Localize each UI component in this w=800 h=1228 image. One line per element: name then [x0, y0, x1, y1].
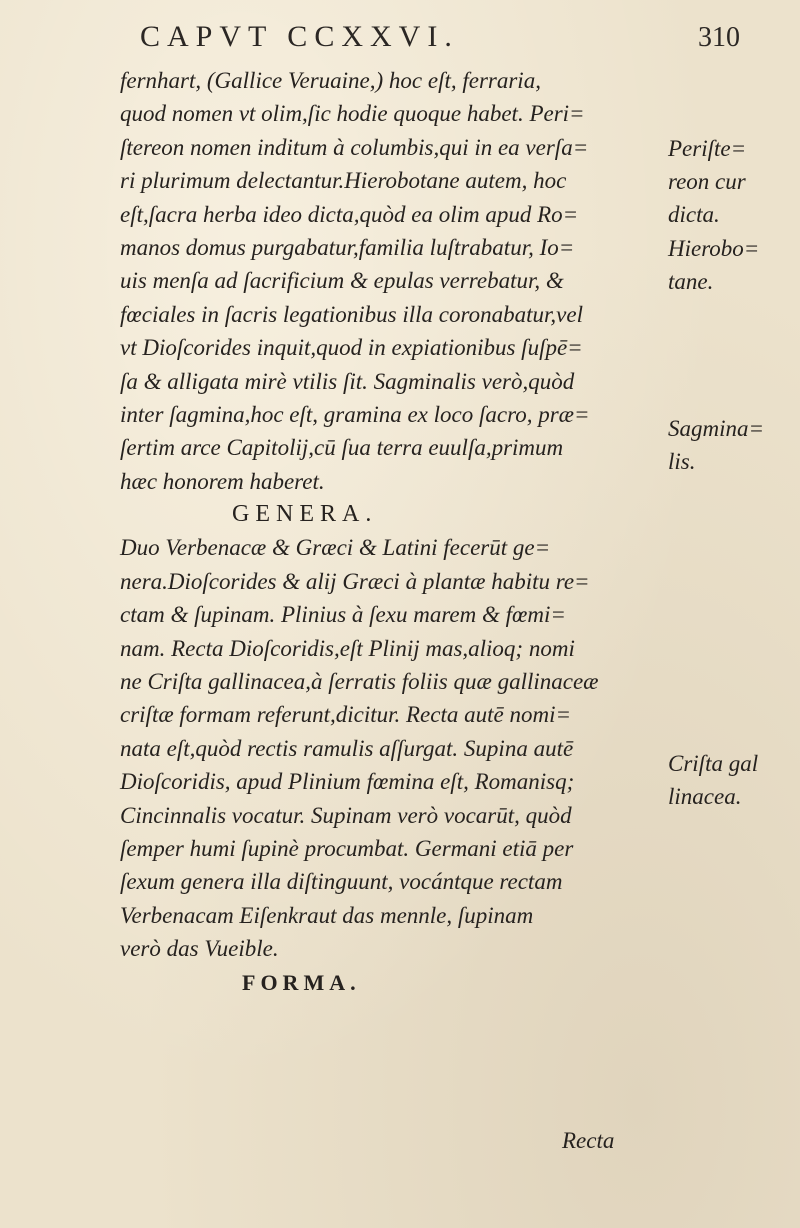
text-line: uis menſa ad ſacrificium & epulas verrebatur, &	[120, 268, 564, 294]
margin-note: reon cur	[668, 169, 746, 194]
text-line: inter ſagmina,hoc eſt, gramina ex loco ſacro, præ=	[120, 401, 590, 427]
page-number: 310	[698, 22, 740, 53]
text-line: nata eſt,quòd rectis ramulis aſſurgat. Supina autē	[120, 735, 574, 761]
text-line: Verbenacam Eiſenkraut das mennle, ſupinam	[120, 902, 534, 928]
text-line: Duo Verbenacæ & Græci & Latini fecerūt ge=	[120, 535, 551, 561]
text-line: ſtereon nomen inditum à columbis,qui in ea verſa=	[120, 134, 589, 160]
text-line: ne Criſta gallinacea,à ſerratis foliis quæ gallinaceæ	[120, 669, 599, 695]
margin-note: tane.	[668, 269, 714, 294]
section-heading-forma: FORMA.	[242, 969, 361, 995]
running-head: CAPVT CCXXVI.	[140, 20, 459, 53]
text-line: ſertim arce Capitolij,cū ſua terra euulſa,primum	[120, 435, 564, 461]
page-header	[130, 14, 740, 54]
text-line: ſexum genera illa diſtinguunt, vocántque rectam	[120, 869, 563, 895]
margin-note: dicta.	[668, 202, 720, 227]
main-text-block	[120, 64, 665, 999]
text-line: verò das Vueible.	[120, 936, 279, 962]
section-heading-genera: GENERA.	[232, 501, 378, 528]
text-line: fernhart, (Gallice Veruaine,) hoc eſt, ferraria,	[120, 68, 541, 93]
margin-note: lis.	[668, 449, 696, 474]
text-line: nera.Dioſcorides & alij Græci à plantæ habitu re=	[120, 568, 590, 594]
text-line: hæc honorem haberet.	[120, 468, 325, 494]
text-line: criſtæ formam referunt,dicitur. Recta autē nomi=	[120, 702, 571, 728]
text-line: ctam & ſupinam. Plinius à ſexu marem & fœmi=	[120, 602, 566, 628]
text-line: Cincinnalis vocatur. Supinam verò vocarūt, quòd	[120, 802, 572, 828]
margin-note: Periſte=	[668, 136, 747, 161]
text-line: vt Dioſcorides inquit,quod in expiationibus ſuſpē=	[120, 335, 583, 361]
text-line: manos domus purgabatur,familia luſtrabatur, Io=	[120, 234, 575, 260]
margin-note: linacea.	[668, 784, 742, 809]
text-line: ſa & alligata mirè vtilis ſit. Sagminalis verò,quòd	[120, 368, 575, 394]
text-line: quod nomen vt olim,ſic hodie quoque habet. Peri=	[120, 101, 585, 127]
margin-note: Sagmina=	[668, 416, 765, 441]
margin-note: Criſta gal	[668, 751, 759, 776]
catchword: Recta	[562, 1128, 615, 1153]
text-line: nam. Recta Dioſcoridis,eſt Plinij mas,alioq; nomi	[120, 635, 575, 661]
text-line: ri plurimum delectantur.Hierobotane autem, hoc	[120, 168, 567, 194]
text-line: Dioſcoridis, apud Plinium fœmina eſt, Romanisq;	[120, 769, 575, 795]
text-line: eſt,ſacra herba ideo dicta,quòd ea olim apud Ro=	[120, 201, 579, 227]
text-line: ſemper humi ſupinè procumbat. Germani etiā per	[120, 835, 574, 861]
margin-note: Hierobo=	[668, 236, 760, 261]
text-line: fœciales in ſacris legationibus illa coronabatur,vel	[120, 301, 583, 327]
